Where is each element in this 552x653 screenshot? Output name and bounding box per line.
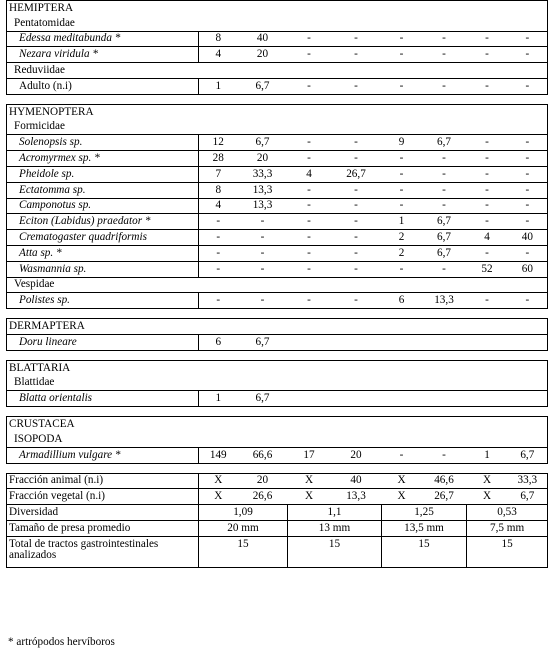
value-cell: - xyxy=(508,78,548,94)
summary-row xyxy=(7,505,548,521)
value-cell: - xyxy=(238,230,288,246)
section-header-row xyxy=(7,1,548,16)
taxon-name: Camponotus sp. xyxy=(7,198,199,214)
taxon-row xyxy=(7,182,548,198)
taxon-name: Atta sp. * xyxy=(7,245,199,261)
taxon-name: Solenopsis sp. xyxy=(7,135,199,151)
summary-row xyxy=(7,536,548,567)
summary-value: 33,3 xyxy=(508,473,548,489)
value-cell: - xyxy=(422,447,467,463)
value-cell: - xyxy=(508,166,548,182)
summary-value: 15 xyxy=(199,536,288,567)
family-name: Formicidae xyxy=(7,120,548,135)
value-cell: - xyxy=(422,78,467,94)
value-cell: - xyxy=(238,293,288,309)
value-cell: - xyxy=(288,245,331,261)
value-cell: - xyxy=(331,261,382,277)
taxon-name: Polistes sp. xyxy=(7,293,199,309)
value-cell xyxy=(467,334,508,350)
value-cell xyxy=(331,334,382,350)
value-cell: - xyxy=(288,182,331,198)
value-cell: 13,3 xyxy=(238,198,288,214)
value-cell: - xyxy=(288,135,331,151)
taxon-row xyxy=(7,135,548,151)
value-cell: 8 xyxy=(199,31,238,47)
value-cell: - xyxy=(331,198,382,214)
value-cell: 60 xyxy=(508,261,548,277)
value-cell: - xyxy=(422,166,467,182)
value-cell: 6,7 xyxy=(238,391,288,407)
value-cell: - xyxy=(422,261,467,277)
summary-value: X xyxy=(199,473,238,489)
summary-value: 20 mm xyxy=(199,520,288,536)
spacer-cell xyxy=(7,309,548,319)
family-row xyxy=(7,277,548,293)
value-cell: - xyxy=(288,31,331,47)
footnote: * artrópodos hervíboros xyxy=(8,636,115,648)
value-cell: 20 xyxy=(238,47,288,63)
value-cell: - xyxy=(288,214,331,230)
value-cell: - xyxy=(288,230,331,246)
value-cell: 6,7 xyxy=(238,135,288,151)
taxon-row xyxy=(7,78,548,94)
value-cell: 1 xyxy=(467,447,508,463)
value-cell: 40 xyxy=(508,230,548,246)
spacer-row xyxy=(7,94,548,104)
taxon-row xyxy=(7,293,548,309)
value-cell: 9 xyxy=(382,135,422,151)
summary-value: 26,6 xyxy=(238,489,288,505)
value-cell: - xyxy=(238,261,288,277)
taxon-name: Nezara viridula * xyxy=(7,47,199,63)
value-cell: - xyxy=(331,182,382,198)
value-cell: 28 xyxy=(199,151,238,167)
taxon-name: Ectatomma sp. xyxy=(7,182,199,198)
value-cell: 40 xyxy=(238,31,288,47)
value-cell: - xyxy=(467,47,508,63)
value-cell: 2 xyxy=(382,245,422,261)
value-cell: - xyxy=(467,245,508,261)
family-row xyxy=(7,120,548,135)
value-cell: - xyxy=(508,214,548,230)
value-cell xyxy=(288,391,331,407)
spacer-cell xyxy=(7,407,548,417)
taxon-name: Pheidole sp. xyxy=(7,166,199,182)
summary-value: X xyxy=(199,489,238,505)
value-cell xyxy=(422,334,467,350)
value-cell: - xyxy=(331,293,382,309)
value-cell: - xyxy=(331,31,382,47)
summary-value: 15 xyxy=(467,536,548,567)
spacer-row xyxy=(7,463,548,473)
summary-value: 1,25 xyxy=(382,505,467,521)
value-cell: 6 xyxy=(382,293,422,309)
value-cell: - xyxy=(331,230,382,246)
value-cell: - xyxy=(382,78,422,94)
value-cell: - xyxy=(467,293,508,309)
summary-value: 7,5 mm xyxy=(467,520,548,536)
prey-composition-table xyxy=(6,0,548,568)
value-cell: - xyxy=(331,135,382,151)
summary-value: 26,7 xyxy=(422,489,467,505)
value-cell: - xyxy=(422,182,467,198)
section-title: HYMENOPTERA xyxy=(7,104,548,119)
value-cell: - xyxy=(382,166,422,182)
summary-label: Fracción vegetal (n.i) xyxy=(7,489,199,505)
value-cell: - xyxy=(508,245,548,261)
summary-value: X xyxy=(467,473,508,489)
summary-value: 6,7 xyxy=(508,489,548,505)
value-cell: 4 xyxy=(467,230,508,246)
summary-row xyxy=(7,473,548,489)
value-cell: - xyxy=(382,261,422,277)
summary-value: 0,53 xyxy=(467,505,548,521)
value-cell: - xyxy=(422,198,467,214)
taxon-row xyxy=(7,391,548,407)
value-cell: - xyxy=(467,31,508,47)
value-cell: - xyxy=(467,166,508,182)
value-cell: - xyxy=(288,151,331,167)
value-cell: - xyxy=(467,214,508,230)
value-cell: - xyxy=(382,47,422,63)
value-cell: - xyxy=(288,47,331,63)
spacer-row xyxy=(7,309,548,319)
summary-row xyxy=(7,520,548,536)
spacer-cell xyxy=(7,463,548,473)
value-cell: - xyxy=(238,245,288,261)
value-cell: - xyxy=(331,47,382,63)
summary-label: Diversidad xyxy=(7,505,199,521)
value-cell: 8 xyxy=(199,182,238,198)
summary-label: Fracción animal (n.i) xyxy=(7,473,199,489)
value-cell: - xyxy=(467,198,508,214)
taxon-row xyxy=(7,334,548,350)
summary-value: 40 xyxy=(331,473,382,489)
value-cell xyxy=(288,334,331,350)
summary-value: X xyxy=(467,489,508,505)
taxon-row xyxy=(7,31,548,47)
value-cell: - xyxy=(422,47,467,63)
taxon-row xyxy=(7,47,548,63)
taxon-row xyxy=(7,198,548,214)
taxon-row xyxy=(7,261,548,277)
value-cell: - xyxy=(508,135,548,151)
value-cell: 149 xyxy=(199,447,238,463)
value-cell: 6,7 xyxy=(238,334,288,350)
taxon-name: Crematogaster quadriformis xyxy=(7,230,199,246)
value-cell: - xyxy=(331,214,382,230)
section-header-row xyxy=(7,319,548,335)
value-cell xyxy=(467,391,508,407)
summary-value: 13,3 xyxy=(331,489,382,505)
taxon-row xyxy=(7,151,548,167)
summary-value: 15 xyxy=(288,536,382,567)
value-cell: - xyxy=(508,293,548,309)
value-cell: 6,7 xyxy=(422,230,467,246)
summary-value: X xyxy=(288,473,331,489)
summary-value: X xyxy=(382,473,422,489)
taxon-row xyxy=(7,245,548,261)
summary-value: 13 mm xyxy=(288,520,382,536)
value-cell: - xyxy=(508,182,548,198)
family-name: ISOPODA xyxy=(7,432,548,447)
section-title: DERMAPTERA xyxy=(7,319,548,335)
taxon-row xyxy=(7,447,548,463)
summary-row xyxy=(7,489,548,505)
taxon-row xyxy=(7,214,548,230)
value-cell: 4 xyxy=(199,198,238,214)
value-cell: 6,7 xyxy=(422,214,467,230)
value-cell: - xyxy=(382,447,422,463)
value-cell: - xyxy=(199,230,238,246)
section-header-row xyxy=(7,360,548,375)
taxon-name: Acromyrmex sp. * xyxy=(7,151,199,167)
summary-label: Total de tractos gastrointestinales analizados xyxy=(7,536,199,567)
summary-value: 1,09 xyxy=(199,505,288,521)
value-cell: 26,7 xyxy=(331,166,382,182)
value-cell: 6,7 xyxy=(422,135,467,151)
value-cell xyxy=(331,391,382,407)
summary-value: 20 xyxy=(238,473,288,489)
spacer-row xyxy=(7,350,548,360)
value-cell: - xyxy=(422,31,467,47)
spacer-row xyxy=(7,407,548,417)
taxon-name: Eciton (Labidus) praedator * xyxy=(7,214,199,230)
value-cell: - xyxy=(467,151,508,167)
spacer-cell xyxy=(7,94,548,104)
value-cell: 66,6 xyxy=(238,447,288,463)
value-cell: 6,7 xyxy=(238,78,288,94)
value-cell: - xyxy=(288,78,331,94)
value-cell xyxy=(382,391,422,407)
section-title: BLATTARIA xyxy=(7,360,548,375)
value-cell: - xyxy=(238,214,288,230)
taxon-name: Armadillium vulgare * xyxy=(7,447,199,463)
family-row xyxy=(7,432,548,447)
value-cell: - xyxy=(508,31,548,47)
taxon-row xyxy=(7,230,548,246)
value-cell: 6,7 xyxy=(508,447,548,463)
summary-value: 15 xyxy=(382,536,467,567)
value-cell xyxy=(422,391,467,407)
taxon-name: Edessa meditabunda * xyxy=(7,31,199,47)
value-cell: 20 xyxy=(238,151,288,167)
summary-value: 1,1 xyxy=(288,505,382,521)
summary-label: Tamaño de presa promedio xyxy=(7,520,199,536)
value-cell: - xyxy=(288,293,331,309)
value-cell: - xyxy=(199,214,238,230)
taxon-name: Wasmannia sp. xyxy=(7,261,199,277)
value-cell: - xyxy=(508,198,548,214)
value-cell: - xyxy=(288,198,331,214)
value-cell: - xyxy=(382,151,422,167)
value-cell: 52 xyxy=(467,261,508,277)
value-cell: - xyxy=(382,198,422,214)
section-title: CRUSTACEA xyxy=(7,417,548,432)
value-cell: 4 xyxy=(288,166,331,182)
value-cell xyxy=(508,391,548,407)
value-cell: - xyxy=(508,47,548,63)
section-header-row xyxy=(7,417,548,432)
spacer-cell xyxy=(7,350,548,360)
value-cell: - xyxy=(199,261,238,277)
value-cell: - xyxy=(382,182,422,198)
taxon-row xyxy=(7,166,548,182)
value-cell: - xyxy=(288,261,331,277)
value-cell: 13,3 xyxy=(422,293,467,309)
value-cell: - xyxy=(508,151,548,167)
value-cell xyxy=(382,334,422,350)
value-cell: - xyxy=(382,31,422,47)
family-name: Blattidae xyxy=(7,376,548,391)
section-header-row xyxy=(7,104,548,119)
value-cell: 17 xyxy=(288,447,331,463)
value-cell: - xyxy=(467,135,508,151)
value-cell: - xyxy=(199,245,238,261)
value-cell: 7 xyxy=(199,166,238,182)
section-title: HEMIPTERA xyxy=(7,1,548,16)
value-cell: 4 xyxy=(199,47,238,63)
value-cell: - xyxy=(331,245,382,261)
taxon-name: Adulto (n.i) xyxy=(7,78,199,94)
value-cell: - xyxy=(467,182,508,198)
summary-value: 13,5 mm xyxy=(382,520,467,536)
family-name: Pentatomidae xyxy=(7,16,548,31)
value-cell: 13,3 xyxy=(238,182,288,198)
value-cell: 1 xyxy=(199,391,238,407)
taxon-name: Doru lineare xyxy=(7,334,199,350)
value-cell: 1 xyxy=(199,78,238,94)
value-cell: 6 xyxy=(199,334,238,350)
summary-value: 46,6 xyxy=(422,473,467,489)
family-row xyxy=(7,63,548,79)
value-cell xyxy=(508,334,548,350)
value-cell: - xyxy=(422,151,467,167)
summary-value: X xyxy=(288,489,331,505)
taxon-name: Blatta orientalis xyxy=(7,391,199,407)
value-cell: - xyxy=(331,151,382,167)
summary-value: X xyxy=(382,489,422,505)
value-cell: - xyxy=(467,78,508,94)
value-cell: 2 xyxy=(382,230,422,246)
value-cell: 6,7 xyxy=(422,245,467,261)
value-cell: 33,3 xyxy=(238,166,288,182)
value-cell: - xyxy=(199,293,238,309)
family-name: Reduviidae xyxy=(7,63,548,79)
family-row xyxy=(7,376,548,391)
value-cell: 20 xyxy=(331,447,382,463)
family-row xyxy=(7,16,548,31)
family-name: Vespidae xyxy=(7,277,548,293)
value-cell: - xyxy=(331,78,382,94)
value-cell: 12 xyxy=(199,135,238,151)
value-cell: 1 xyxy=(382,214,422,230)
